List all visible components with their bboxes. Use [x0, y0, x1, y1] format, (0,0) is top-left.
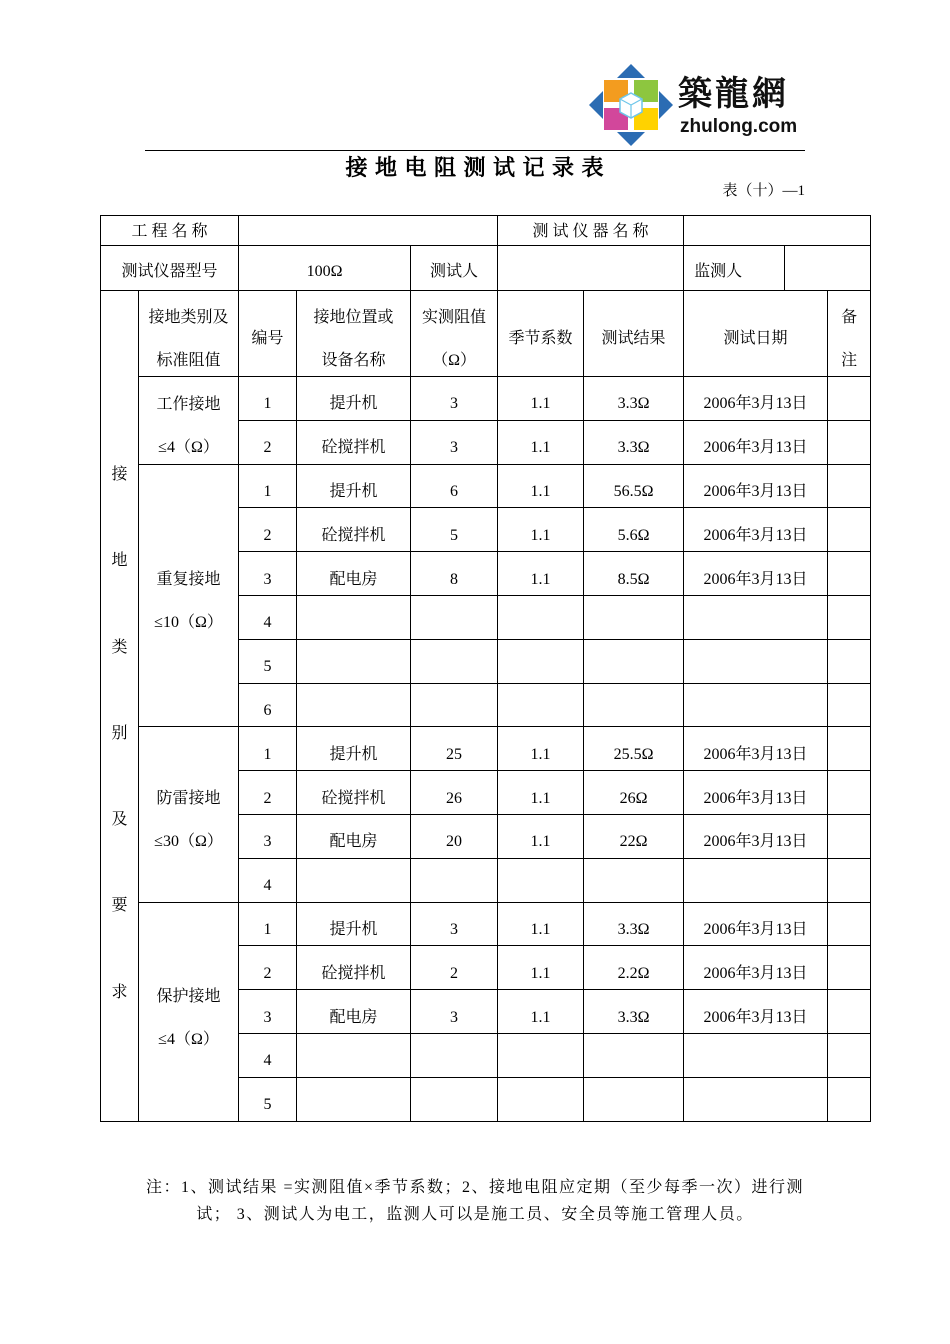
cell-result: 5.6Ω — [584, 508, 684, 552]
header-location-text — [297, 297, 410, 382]
category-working-grounding — [139, 377, 239, 465]
data-row — [101, 377, 871, 421]
cell-season-factor — [498, 858, 584, 902]
cell-season-factor: 1.1 — [498, 420, 584, 464]
footnote-line-1: 注：1、测试结果 =实测阻值×季节系数；2、接地电阻应定期（至少每季一次）进行测 — [145, 1179, 805, 1196]
cell-number: 1 — [239, 727, 297, 771]
cell-season-factor: 1.1 — [498, 464, 584, 508]
cell-measured: 3 — [411, 990, 498, 1034]
header-location-line-2: 设备名称 — [321, 351, 386, 369]
logo-arrow-bottom — [617, 132, 645, 146]
cell-measured: 2 — [411, 946, 498, 990]
cell-number: 5 — [239, 1077, 297, 1121]
data-row — [101, 727, 871, 771]
category-name: 防雷接地 — [156, 790, 221, 808]
header-measured-text — [411, 297, 497, 382]
cell-measured — [411, 683, 498, 727]
header-measured-line-1: 实测阻值 — [422, 309, 487, 326]
cell-result: 22Ω — [584, 814, 684, 858]
side-label-char: 别 — [111, 724, 128, 742]
cell-location — [297, 1033, 411, 1077]
cell-number: 3 — [239, 814, 297, 858]
cell-remark — [828, 1077, 871, 1121]
category-standard: ≤10（Ω） — [154, 614, 223, 632]
cell-date: 2006年3月13日 — [684, 508, 828, 552]
cell-number: 4 — [239, 595, 297, 639]
monitor-label: 监测人 — [684, 246, 785, 291]
cell-date: 2006年3月13日 — [684, 946, 828, 990]
instrument-name-label: 测 试 仪 器 名 称 — [498, 216, 684, 246]
project-name-label: 工 程 名 称 — [101, 216, 239, 246]
cell-season-factor: 1.1 — [498, 727, 584, 771]
side-label-char: 接 — [111, 466, 128, 483]
cell-result: 3.3Ω — [584, 902, 684, 946]
category-name: 重复接地 — [156, 571, 221, 589]
cell-date — [684, 858, 828, 902]
cell-measured — [411, 639, 498, 683]
header-category-line-1: 接地类别及 — [148, 309, 229, 326]
cell-season-factor: 1.1 — [498, 902, 584, 946]
cell-number: 6 — [239, 683, 297, 727]
cell-remark — [828, 595, 871, 639]
header-result: 测试结果 — [584, 291, 684, 377]
column-header-row — [101, 291, 871, 377]
cell-season-factor — [498, 1077, 584, 1121]
cell-season-factor: 1.1 — [498, 814, 584, 858]
cell-measured: 3 — [411, 377, 498, 421]
instrument-name-value — [684, 216, 871, 246]
cell-date: 2006年3月13日 — [684, 377, 828, 421]
cell-measured: 25 — [411, 727, 498, 771]
cell-date: 2006年3月13日 — [684, 727, 828, 771]
cell-date: 2006年3月13日 — [684, 990, 828, 1034]
cell-date: 2006年3月13日 — [684, 464, 828, 508]
side-label-char: 及 — [111, 811, 128, 829]
cell-measured: 3 — [411, 420, 498, 464]
cell-remark — [828, 902, 871, 946]
header-category-line-2: 标准阻值 — [156, 351, 221, 369]
cell-date: 2006年3月13日 — [684, 902, 828, 946]
cell-result: 2.2Ω — [584, 946, 684, 990]
cell-date — [684, 1033, 828, 1077]
cell-measured: 20 — [411, 814, 498, 858]
footnote — [145, 1174, 805, 1228]
side-label-grounding-requirements — [101, 291, 139, 1122]
data-row — [101, 464, 871, 508]
cell-remark — [828, 552, 871, 596]
cell-location: 提升机 — [297, 377, 411, 421]
logo-wordmark-domain: zhulong.com — [680, 116, 798, 137]
side-label-char: 地 — [111, 552, 128, 570]
cell-location: 配电房 — [297, 814, 411, 858]
cell-location — [297, 1077, 411, 1121]
category-name: 保护接地 — [156, 987, 221, 1005]
cell-date: 2006年3月13日 — [684, 552, 828, 596]
grounding-resistance-table — [100, 215, 871, 1122]
cell-number: 5 — [239, 639, 297, 683]
cell-measured — [411, 1077, 498, 1121]
header-remark-line-2: 注 — [841, 351, 858, 369]
cell-measured: 3 — [411, 902, 498, 946]
zhulong-logo-icon — [588, 63, 674, 147]
cell-measured: 5 — [411, 508, 498, 552]
cell-remark — [828, 858, 871, 902]
category-label — [139, 975, 238, 1061]
cell-location — [297, 858, 411, 902]
cell-location: 提升机 — [297, 902, 411, 946]
header-category-text — [139, 297, 238, 382]
category-standard: ≤4（Ω） — [158, 439, 219, 457]
cell-date — [684, 683, 828, 727]
cell-season-factor: 1.1 — [498, 990, 584, 1034]
logo-arrow-right — [659, 91, 673, 119]
cell-date: 2006年3月13日 — [684, 420, 828, 464]
cell-remark — [828, 377, 871, 421]
tester-value — [498, 246, 684, 291]
cell-number: 1 — [239, 902, 297, 946]
cell-number: 2 — [239, 946, 297, 990]
cell-measured: 8 — [411, 552, 498, 596]
header-divider — [145, 150, 805, 151]
logo-wordmark-cn: 築龍網 — [678, 74, 789, 114]
cell-location — [297, 595, 411, 639]
header-category — [139, 291, 239, 377]
category-repeated-grounding — [139, 464, 239, 727]
category-standard: ≤4（Ω） — [158, 1030, 219, 1048]
cell-result — [584, 595, 684, 639]
header-date: 测试日期 — [684, 291, 828, 377]
cell-measured: 6 — [411, 464, 498, 508]
cell-remark — [828, 990, 871, 1034]
side-label-char: 要 — [111, 897, 128, 915]
cell-result — [584, 858, 684, 902]
cell-number: 1 — [239, 377, 297, 421]
logo-arrow-top — [617, 64, 645, 78]
cell-remark — [828, 420, 871, 464]
instrument-model-label: 测试仪器型号 — [101, 246, 239, 291]
header-location — [297, 291, 411, 377]
side-label-char: 类 — [111, 638, 128, 656]
cell-season-factor — [498, 683, 584, 727]
category-protective-grounding — [139, 902, 239, 1121]
cell-number: 4 — [239, 858, 297, 902]
cell-measured — [411, 595, 498, 639]
cell-remark — [828, 727, 871, 771]
cell-result: 26Ω — [584, 771, 684, 815]
header-location-line-1: 接地位置或 — [313, 309, 394, 326]
cell-location: 配电房 — [297, 990, 411, 1034]
tester-label: 测试人 — [411, 246, 498, 291]
cell-result — [584, 639, 684, 683]
category-lightning-grounding — [139, 727, 239, 902]
cell-location: 提升机 — [297, 464, 411, 508]
cell-remark — [828, 508, 871, 552]
cell-location: 配电房 — [297, 552, 411, 596]
project-name-value — [239, 216, 498, 246]
header-remark-text — [828, 297, 870, 382]
header-remark — [828, 291, 871, 377]
header-season-factor: 季节系数 — [498, 291, 584, 377]
instrument-model-value: 100Ω — [239, 246, 411, 291]
project-row — [101, 216, 871, 246]
footnote-line-2: 试； 3、测试人为电工，监测人可以是施工员、安全员等施工管理人员。 — [196, 1206, 754, 1223]
header-measured-line-2: （Ω） — [432, 351, 476, 369]
cell-season-factor — [498, 639, 584, 683]
cell-remark — [828, 771, 871, 815]
form-code: 表（十）—1 — [722, 183, 805, 199]
cell-result: 25.5Ω — [584, 727, 684, 771]
cell-measured — [411, 858, 498, 902]
header-remark-line-1: 备 — [841, 309, 858, 326]
cell-result — [584, 1033, 684, 1077]
cell-season-factor: 1.1 — [498, 508, 584, 552]
logo-arrow-left — [589, 91, 603, 119]
side-label-char: 求 — [111, 983, 128, 1001]
cell-season-factor — [498, 1033, 584, 1077]
instrument-row — [101, 246, 871, 291]
cell-result — [584, 683, 684, 727]
cell-result: 8.5Ω — [584, 552, 684, 596]
cell-location: 砼搅拌机 — [297, 508, 411, 552]
cell-number: 2 — [239, 771, 297, 815]
cell-number: 3 — [239, 990, 297, 1034]
cell-season-factor: 1.1 — [498, 552, 584, 596]
category-label — [139, 777, 238, 863]
cell-number: 3 — [239, 552, 297, 596]
cell-result: 3.3Ω — [584, 377, 684, 421]
category-label — [139, 558, 238, 644]
cell-number: 1 — [239, 464, 297, 508]
cell-measured — [411, 1033, 498, 1077]
cell-remark — [828, 814, 871, 858]
cell-remark — [828, 683, 871, 727]
cell-measured: 26 — [411, 771, 498, 815]
cell-remark — [828, 946, 871, 990]
cell-remark — [828, 639, 871, 683]
cell-season-factor: 1.1 — [498, 771, 584, 815]
cell-location: 提升机 — [297, 727, 411, 771]
cell-location: 砼搅拌机 — [297, 771, 411, 815]
document-title: 接 地 电 阻 测 试 记 录 表 — [345, 155, 605, 180]
header-measured — [411, 291, 498, 377]
cell-date — [684, 639, 828, 683]
cell-result: 3.3Ω — [584, 420, 684, 464]
cell-result: 56.5Ω — [584, 464, 684, 508]
header-number: 编号 — [239, 291, 297, 377]
cell-season-factor: 1.1 — [498, 946, 584, 990]
cell-location: 砼搅拌机 — [297, 420, 411, 464]
cell-number: 2 — [239, 420, 297, 464]
cell-date — [684, 1077, 828, 1121]
cell-remark — [828, 1033, 871, 1077]
cell-season-factor: 1.1 — [498, 377, 584, 421]
category-name: 工作接地 — [156, 396, 221, 414]
cell-result: 3.3Ω — [584, 990, 684, 1034]
cell-location — [297, 639, 411, 683]
cell-date: 2006年3月13日 — [684, 814, 828, 858]
cell-result — [584, 1077, 684, 1121]
data-row — [101, 902, 871, 946]
category-standard: ≤30（Ω） — [154, 833, 223, 851]
cell-number: 2 — [239, 508, 297, 552]
cell-location: 砼搅拌机 — [297, 946, 411, 990]
monitor-value — [785, 246, 871, 291]
category-label — [139, 383, 238, 469]
cell-number: 4 — [239, 1033, 297, 1077]
cell-remark — [828, 464, 871, 508]
cell-location — [297, 683, 411, 727]
cell-date — [684, 595, 828, 639]
cell-season-factor — [498, 595, 584, 639]
cell-date: 2006年3月13日 — [684, 771, 828, 815]
